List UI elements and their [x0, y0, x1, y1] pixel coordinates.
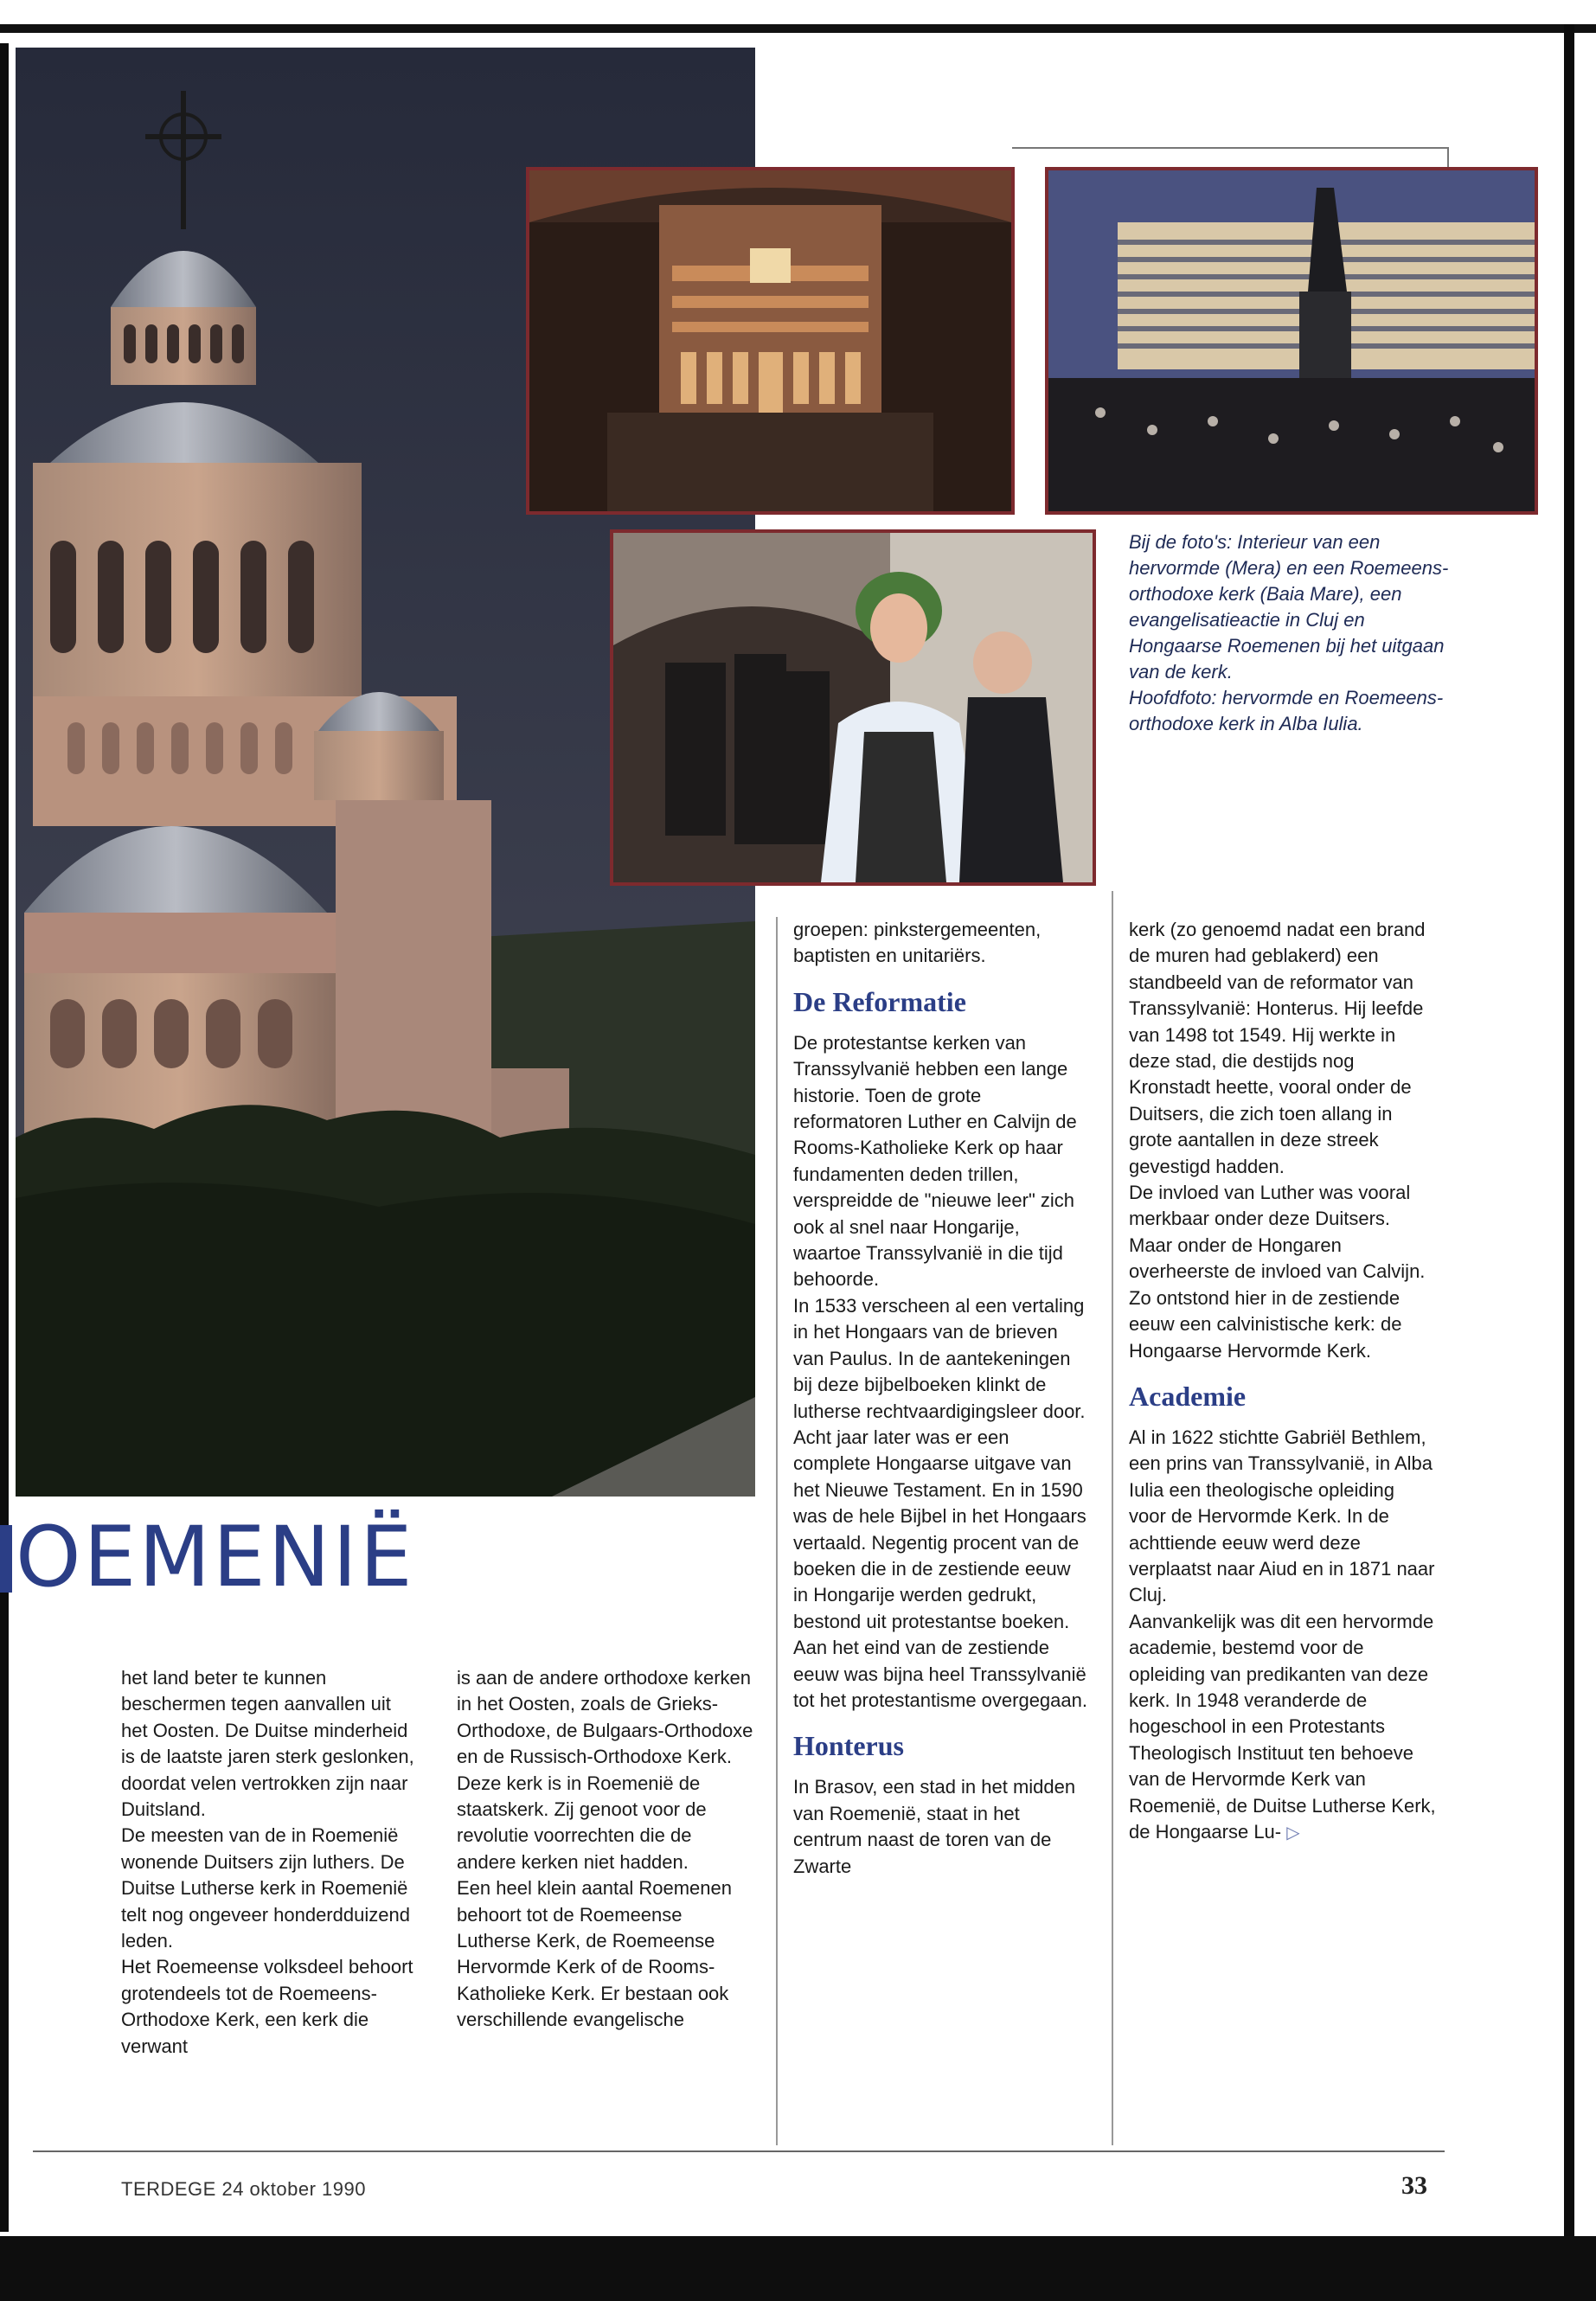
photo-church-interior: [526, 167, 1015, 515]
text-column-2: [457, 1665, 755, 2034]
layout-guide-line: [1447, 147, 1449, 168]
photo-caption: [1129, 529, 1449, 737]
column-divider: [776, 917, 778, 2145]
scan-edge-top: [0, 24, 1596, 33]
academie-text: [1129, 1425, 1436, 1847]
footer-publication: TERDEGE 24 oktober 1990: [121, 2178, 366, 2200]
scan-edge-left: [0, 43, 9, 2232]
continue-arrow-icon: ▷: [1286, 1823, 1300, 1843]
photo-hungarian-romanians: [610, 529, 1096, 886]
scan-edge-right: [1564, 24, 1574, 2239]
layout-guide-line: [1012, 147, 1449, 149]
caption-text: Bij de foto's: Interieur van een hervormde (Mera) en een Roemeens-orthodoxe kerk (Baia Mare), een evangelisatieactie in Cluj en Hongaarse Roemenen bij het uitgaan van de kerk.: [1129, 531, 1449, 683]
women-illustration: [613, 533, 1093, 882]
photo-evangelisation-square: [1045, 167, 1538, 515]
article-title-text: OEMENIË: [16, 1509, 415, 1606]
column-divider: [1112, 891, 1113, 2145]
square-illustration: [1048, 170, 1535, 511]
text-column-1: [121, 1665, 420, 2060]
text-column-4: [1129, 917, 1436, 1846]
column-2-text: is aan de andere orthodoxe kerken in het Oosten, zoals de Grieks-Orthodoxe, de Bulgaars-Orthodoxe en de Russisch-Orthodoxe Kerk. Deze kerk is in Roemenië de staatskerk. Zij genoot voor de revolutie voorrechten die de andere kerken niet hadden. Een heel klein aantal Roemenen behoort tot de Roemeense Lutherse Kerk, de Roemeense Hervormde Kerk of de Rooms-Katholieke Kerk. Er bestaan ook verschillende evangelische: [457, 1667, 753, 2031]
article-title: [0, 1509, 414, 1605]
footer-rule: [33, 2150, 1445, 2152]
column-3-intro: groepen: pinkstergemeenten, baptisten en unitariërs.: [793, 919, 1042, 967]
church-interior-illustration: [529, 170, 1011, 511]
scan-edge-bottom: [0, 2236, 1596, 2301]
caption-main-photo: Hoofdfoto: hervormde en Roemeens-orthodoxe kerk in Alba Iulia.: [1129, 687, 1444, 734]
text-column-3: [793, 917, 1087, 1880]
heading-academie: Academie: [1129, 1380, 1247, 1412]
column-4-intro: kerk (zo genoemd nadat een brand de muren had geblakerd) een standbeeld van de reformator van Transsylvanië: Honterus. Hij leefde van 1498 tot 1549. Hij werkte in deze stad, die destijds nog Kronstadt heette, vooral onder de Duitsers, die zich toen allang in grote aantallen in deze streek gevestigd hadden. De invloed van Luther was vooral merkbaar onder deze Duitsers. Maar onder de Hongaren overheerste de invloed van Calvijn. Zo ontstond hier in de zestiende eeuw een calvinistische kerk: de Hongaarse Hervormde Kerk.: [1129, 919, 1426, 1362]
heading-honterus: Honterus: [793, 1730, 904, 1762]
column-1-text: het land beter te kunnen beschermen tegen aanvallen uit het Oosten. De Duitse minderheid is de laatste jaren sterk geslonken, doordat velen vertrokken zijn naar Duitsland. De meesten van de in Roemenië wonende Duitsers zijn luthers. De Duitse Lutherse kerk in Roemenië telt nog ongeveer honderdduizend leden. Het Roemeense volksdeel behoort grotendeels tot de Roemeens-Orthodoxe Kerk, een kerk die verwant: [121, 1667, 414, 2057]
honterus-text: In Brasov, een stad in het midden van Roemenië, staat in het centrum naast de toren van de Zwarte: [793, 1776, 1076, 1877]
heading-reformatie: De Reformatie: [793, 985, 966, 1017]
page-number: 33: [1401, 2171, 1427, 2200]
academie-body: Al in 1622 stichtte Gabriël Bethlem, een prins van Transsylvanië, in Alba Iulia een theologische opleiding voor de Hervormde Kerk. In de achttiende eeuw werd deze verplaatst naar Aiud en in 1871 naar Cluj. Aanvankelijk was dit een hervormde academie, bestemd voor de opleiding van predikanten van deze kerk. In 1948 veranderde de hogeschool in een Protestants Theologisch Instituut ten behoeve van de Hervormde Kerk van Roemenië, de Duitse Lutherse Kerk, de Hongaarse Lu-: [1129, 1426, 1436, 1843]
reformatie-text: De protestantse kerken van Transsylvanië hebben een lange historie. Toen de grote reformatoren Luther en Calvijn de Rooms-Katholieke Kerk op haar fundamenten deden trillen, verspreidde de "nieuwe leer" zich ook al snel naar Hongarije, waartoe Transsylvanië in die tijd behoorde. In 1533 verscheen al een vertaling in het Hongaars van de brieven van Paulus. In de aantekeningen bij deze bijbelboeken klinkt de lutherse rechtvaardigingsleer door. Acht jaar later was er een complete Hongaarse uitgave van het Nieuwe Testament. En in 1590 was de hele Bijbel in het Hongaars vertaald. Negentig procent van de boeken die in de zestiende eeuw in Hongarije werden gedrukt, bestond uit protestantse boeken. Aan het eind van de zestiende eeuw was bijna heel Transsylvanië tot het protestantisme overgegaan.: [793, 1031, 1087, 1711]
